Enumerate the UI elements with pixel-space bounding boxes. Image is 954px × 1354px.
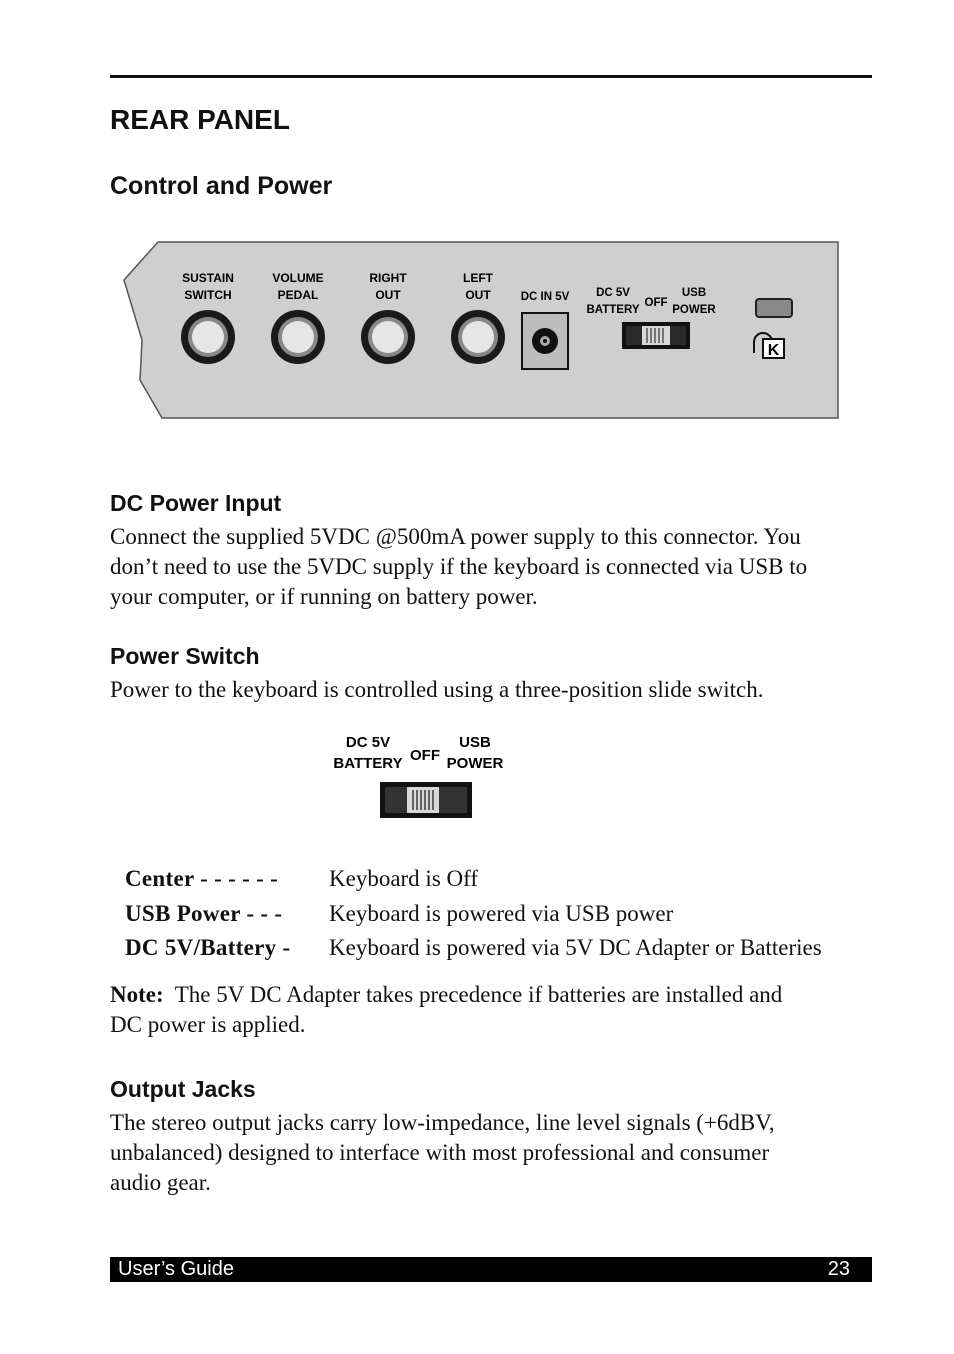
output-jacks-paragraph — [110, 1108, 870, 1198]
position-description: Keyboard is powered via USB power — [329, 900, 674, 926]
power-switch-figure — [330, 728, 520, 823]
jack-label-volume-2: PEDAL — [277, 288, 319, 302]
panel-switch-label-usb: USB — [681, 287, 707, 299]
power-slide-switch — [380, 782, 472, 818]
note-line-1: The 5V DC Adapter takes precedence if batteries are installed and — [174, 982, 783, 1007]
jack-label-volume-1: VOLUME — [272, 271, 324, 285]
output-jacks-heading: Output Jacks — [110, 1076, 256, 1102]
output-jacks-line-3: audio gear. — [110, 1170, 211, 1195]
dc-power-jack — [522, 313, 568, 369]
switch-label-battery: BATTERY — [333, 755, 403, 772]
position-label: USB Power - - - — [125, 900, 283, 926]
jack-label-left-2: OUT — [465, 288, 491, 302]
switch-label-dc5v: DC 5V — [345, 734, 391, 751]
note-line-2: DC power is applied. — [110, 1012, 306, 1037]
panel-switch-label-off: OFF — [644, 297, 668, 309]
power-switch-heading: Power Switch — [110, 643, 260, 669]
left-out-jack — [451, 310, 505, 364]
position-description: Keyboard is Off — [329, 866, 479, 891]
page-footer — [110, 1257, 872, 1282]
switch-label-power: POWER — [446, 755, 504, 772]
panel-power-slide-switch — [622, 322, 690, 349]
dc-power-paragraph — [110, 522, 870, 612]
section-subheading: Control and Power — [110, 172, 333, 200]
lock-letter: K — [767, 342, 780, 359]
panel-switch-label-power: POWER — [672, 304, 716, 316]
page-heading: REAR PANEL — [110, 104, 290, 135]
position-label: DC 5V/Battery - — [125, 935, 291, 960]
panel-switch-label-battery: BATTERY — [586, 304, 640, 316]
dc-power-line-2: don’t need to use the 5VDC supply if the keyboard is connected via USB to — [110, 554, 808, 579]
dc-power-line-3: your computer, or if running on battery power. — [110, 584, 538, 609]
volume-pedal-jack — [271, 310, 325, 364]
switch-label-off: OFF — [410, 747, 440, 764]
jack-label-sustain-2: SWITCH — [184, 288, 232, 302]
switch-label-usb: USB — [459, 734, 491, 751]
right-out-jack — [361, 310, 415, 364]
note-paragraph — [110, 980, 870, 1040]
dc-power-line-1: Connect the supplied 5VDC @500mA power supply to this connector. You — [110, 524, 801, 549]
jack-label-right-1: RIGHT — [369, 271, 407, 285]
output-jacks-line-2: unbalanced) designed to interface with most professional and consumer — [110, 1140, 770, 1165]
jack-label-left-1: LEFT — [463, 271, 493, 285]
note-label: Note: — [110, 982, 164, 1007]
output-jacks-line-1: The stereo output jacks carry low-impedance, line level signals (+6dBV, — [110, 1110, 775, 1135]
dc-in-label: DC IN 5V — [520, 291, 570, 303]
position-label: Center - - - - - - — [125, 866, 279, 891]
power-switch-paragraph: Power to the keyboard is controlled using a three-position slide switch. — [110, 677, 764, 702]
rear-panel-illustration — [120, 240, 842, 422]
footer-guide-title: User’s Guide — [118, 1258, 234, 1280]
panel-switch-label-dc5v: DC 5V — [596, 287, 630, 299]
position-description: Keyboard is powered via 5V DC Adapter or Batteries — [329, 935, 822, 960]
dc-power-heading: DC Power Input — [110, 490, 282, 516]
sustain-switch-jack — [181, 310, 235, 364]
page-number: 23 — [827, 1258, 850, 1280]
jack-label-right-2: OUT — [375, 288, 401, 302]
top-rule — [110, 75, 872, 78]
jack-label-sustain-1: SUSTAIN — [182, 271, 234, 285]
